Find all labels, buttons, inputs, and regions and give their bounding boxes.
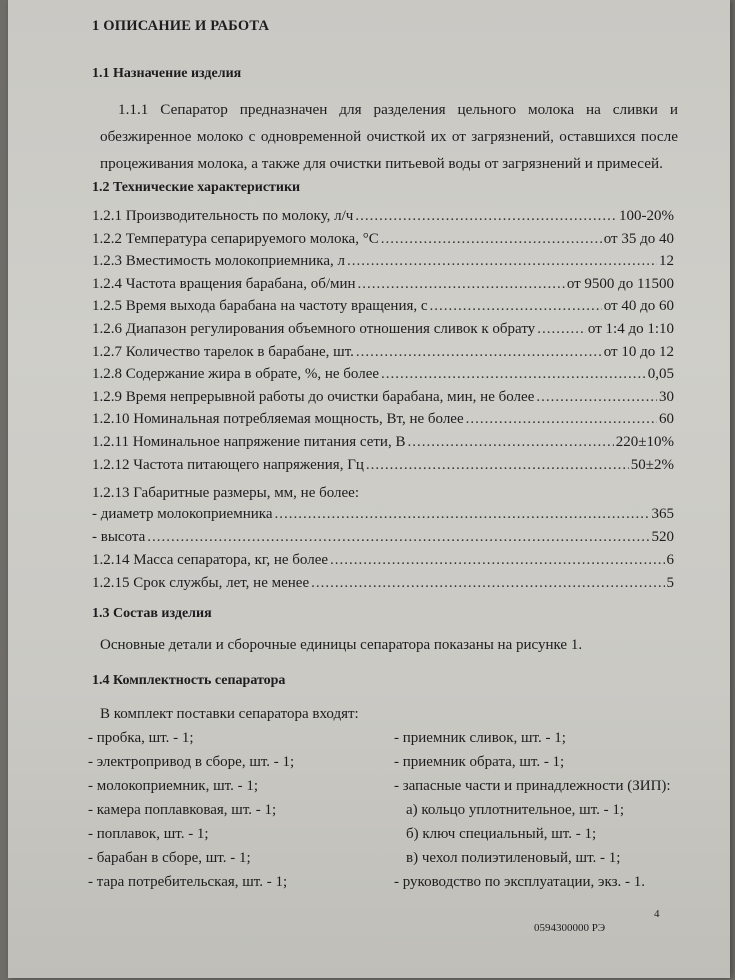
spec-value: от 40 до 60 bbox=[603, 298, 674, 315]
spec-row bbox=[92, 506, 674, 528]
spec-value: 12 bbox=[659, 253, 674, 270]
spec-row bbox=[92, 344, 674, 366]
spec-row bbox=[92, 575, 674, 597]
kit-item: - приемник сливок, шт. - 1; bbox=[394, 730, 566, 746]
spec-value: от 9500 до 11500 bbox=[566, 275, 674, 292]
purpose-paragraph bbox=[100, 96, 678, 177]
leader-dots bbox=[274, 506, 649, 523]
spec-label: 1.2.2 Температура сепарируемого молока, °С bbox=[92, 230, 379, 247]
spec-row bbox=[92, 366, 674, 388]
spec-value: 0,05 bbox=[647, 366, 674, 383]
spec-row bbox=[92, 253, 674, 275]
kit-item: - барабан в сборе, шт. - 1; bbox=[88, 850, 251, 866]
spec-label: 1.2.1 Производительность по молоку, л/ч bbox=[92, 208, 354, 224]
spec-label: 1.2.11 Номинальное напряжение питания сети, В bbox=[92, 434, 406, 450]
spec-label: - диаметр молокоприемника bbox=[92, 506, 273, 522]
spec-row bbox=[92, 389, 674, 411]
leader-dots bbox=[147, 529, 649, 546]
leader-dots bbox=[430, 298, 602, 315]
spec-value: 365 bbox=[651, 506, 674, 522]
spec-value: 50±2% bbox=[630, 456, 674, 473]
purpose-text: 1.1.1 Сепаратор предназначен для разделения цельного молока на сливки и обезжиренное молоко с одновременной очисткой их от загрязнений, оставшихся после процеживания молока, а также для очистки питьевой воды от загрязнений и примесей. bbox=[100, 101, 678, 172]
spec-row bbox=[92, 321, 674, 343]
leader-dots bbox=[347, 253, 657, 270]
kit-item: - руководство по эксплуатации, экз. - 1. bbox=[394, 874, 645, 890]
spec-value: 30 bbox=[659, 388, 674, 405]
spec-row bbox=[92, 457, 674, 479]
doc-code: 0594300000 РЭ bbox=[534, 922, 606, 934]
kit-item: в) чехол полиэтиленовый, шт. - 1; bbox=[406, 850, 621, 866]
leader-dots bbox=[366, 457, 629, 474]
document-page bbox=[8, 0, 730, 978]
leader-dots bbox=[355, 208, 617, 225]
spec-label: 1.2.10 Номинальная потребляемая мощность, Вт, не более bbox=[92, 411, 464, 428]
spec-value: 6 bbox=[666, 552, 674, 568]
spec-row bbox=[92, 552, 674, 574]
composition-heading: 1.3 Состав изделия bbox=[92, 606, 212, 621]
leader-dots bbox=[466, 411, 657, 428]
spec-label: 1.2.4 Частота вращения барабана, об/мин bbox=[92, 275, 356, 292]
kit-item: а) кольцо уплотнительное, шт. - 1; bbox=[406, 802, 625, 818]
spec-label: 1.2.12 Частота питающего напряжения, Гц bbox=[92, 456, 364, 473]
dims-label: 1.2.13 Габаритные размеры, мм, не более: bbox=[92, 485, 360, 501]
leader-dots bbox=[536, 389, 657, 406]
spec-row bbox=[92, 434, 674, 456]
kit-heading: 1.4 Комплектность сепаратора bbox=[92, 673, 286, 688]
kit-item: - камера поплавковая, шт. - 1; bbox=[88, 802, 277, 818]
kit-item: - молокоприемник, шт. - 1; bbox=[88, 778, 258, 794]
section-title: 1 ОПИСАНИЕ И РАБОТА bbox=[92, 18, 270, 34]
spec-label: 1.2.6 Диапазон регулирования объемного отношения сливок к обрату bbox=[92, 321, 536, 337]
spec-row bbox=[92, 231, 674, 253]
spec-label: 1.2.7 Количество тарелок в барабане, шт. bbox=[92, 343, 354, 360]
spec-value: 520 bbox=[651, 528, 674, 545]
spec-value: от 1:4 до 1:10 bbox=[587, 321, 674, 337]
spec-row bbox=[92, 411, 674, 433]
kit-item: б) ключ специальный, шт. - 1; bbox=[406, 826, 597, 842]
spec-value: 100-20% bbox=[619, 208, 674, 224]
leader-dots bbox=[358, 276, 565, 293]
leader-dots bbox=[381, 231, 602, 248]
kit-intro: В комплект поставки сепаратора входят: bbox=[100, 706, 359, 722]
leader-dots bbox=[381, 366, 646, 383]
spec-row bbox=[92, 298, 674, 320]
spec-label: 1.2.3 Вместимость молокоприемника, л bbox=[92, 253, 345, 270]
kit-list-right bbox=[394, 730, 671, 898]
kit-item: - электропривод в сборе, шт. - 1; bbox=[88, 754, 295, 770]
spec-row bbox=[92, 529, 674, 551]
leader-dots bbox=[356, 344, 602, 361]
spec-label: 1.2.14 Масса сепаратора, кг, не более bbox=[92, 552, 329, 568]
composition-text: Основные детали и сборочные единицы сепаратора показаны на рисунке 1. bbox=[100, 637, 583, 653]
leader-dots bbox=[537, 321, 586, 338]
spec-label: 1.2.15 Срок службы, лет, не менее bbox=[92, 574, 310, 591]
kit-item: - поплавок, шт. - 1; bbox=[88, 826, 209, 842]
page-number: 4 bbox=[654, 908, 660, 920]
spec-label: 1.2.9 Время непрерывной работы до очистки барабана, мин, не более bbox=[92, 388, 535, 405]
spec-value: от 10 до 12 bbox=[603, 343, 674, 360]
spec-value: 220±10% bbox=[615, 434, 674, 450]
kit-item: - тара потребительская, шт. - 1; bbox=[88, 874, 288, 890]
spec-row bbox=[92, 208, 674, 230]
spec-value: 5 bbox=[666, 574, 674, 591]
kit-item: - запасные части и принадлежности (ЗИП): bbox=[394, 778, 671, 794]
kit-list-left bbox=[88, 730, 294, 898]
kit-item: - приемник обрата, шт. - 1; bbox=[394, 754, 565, 770]
spec-value: 60 bbox=[659, 411, 674, 428]
spec-row bbox=[92, 276, 674, 298]
leader-dots bbox=[311, 575, 664, 592]
leader-dots bbox=[407, 434, 613, 451]
purpose-heading: 1.1 Назначение изделия bbox=[92, 66, 242, 81]
leader-dots bbox=[330, 552, 664, 569]
spec-label: - высота bbox=[92, 528, 146, 545]
spec-label: 1.2.5 Время выхода барабана на частоту вращения, с bbox=[92, 298, 428, 315]
specs-heading: 1.2 Технические характеристики bbox=[92, 180, 301, 195]
spec-value: от 35 до 40 bbox=[603, 230, 674, 247]
kit-item: - пробка, шт. - 1; bbox=[88, 730, 194, 746]
spec-label: 1.2.8 Содержание жира в обрате, %, не более bbox=[92, 366, 380, 383]
